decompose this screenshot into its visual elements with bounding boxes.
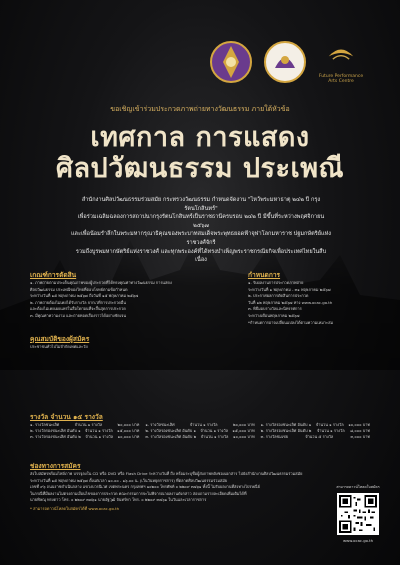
application-line: ส่งใบสมัครพร้อมไฟล์ภาพ บรรจุลงใน CD หรือ DVD หรือ Flash Drive ระหว่างวันที่ ถึง พร้อมระบุชื่อผู้ส่งภาพหลังซองเอกสาร ไปยังสำนักงานศิลปวัฒนธรรมร่วมสมัย	[30, 471, 303, 476]
award-label: ๑. รางวัลรองชนะเลิศ อันดับ ๑	[260, 422, 312, 427]
awards-column	[30, 422, 139, 441]
schedule-item: ๑. รับผลงานการประกวดภาพถ่าย	[248, 280, 304, 285]
intro-line: และเพื่อน้อมรำลึกในพระมหากรุณาธิคุณของพระบาทสมเด็จพระพุทธยอดฟ้าจุฬาโลกมหาราช ปฐมกษัตริย์แห่งราชวงศ์จักรี	[70, 231, 332, 246]
schedule-heading: กำหนดการ	[248, 271, 281, 279]
schedule-item: ระหว่างเดือนพฤษภาคม ๒๕๖๗	[248, 312, 300, 318]
criteria-section	[30, 269, 235, 320]
qualification-text: ประชาชนทั่วไปไม่จำกัดเพศและวัย	[30, 344, 88, 349]
intro-paragraph	[70, 196, 332, 265]
awards-column	[261, 422, 370, 441]
application-line: ระหว่างวันที่ ๑๕ พฤษภาคม ๒๕๖๗ ตั้งแต่เวลา ๑๐.๐๐ - ๑๖.๐๐ น. (เว้นวันหยุดราชการ) ที่ตลาดศิลปวัฒนธรรมร่วมสมัย	[30, 477, 228, 483]
award-label: ๓. รางวัลรองชนะเลิศ อันดับ ๒	[145, 434, 197, 440]
schedule-item: ๒. ประกาศผลการตัดสินการประกวด	[248, 293, 309, 299]
award-row	[261, 434, 370, 440]
award-amount: ๑๐,๐๐๐ บาท	[232, 434, 255, 440]
award-count: จำนวน ๕ รางวัล	[305, 434, 334, 440]
award-label: ๓. รางวัลรองชนะเลิศ อันดับ ๒	[30, 434, 81, 440]
qr-url[interactable]: www.ocac.go.th	[343, 538, 373, 543]
award-label: ๒. รางวัลรองชนะเลิศ อันดับ ๑	[30, 428, 81, 434]
award-amount: ๓,๐๐๐ บาท	[350, 434, 370, 440]
award-row	[30, 434, 139, 440]
qr-code-icon	[339, 495, 377, 533]
criteria-heading: เกณฑ์การตัดสิน	[30, 271, 77, 279]
award-amount: ๑๐,๐๐๐ บาท	[348, 422, 370, 427]
intro-line: สำนักงานศิลปวัฒนธรรมร่วมสมัย กระทรวงวัฒนธรรม กำหนดจัดงาน "ไหว้พระมหาธาตุ ๒๔๒ ปี กรุงรัตนโกสินทร์"	[81, 197, 321, 212]
future-performance-arts-logo	[317, 40, 365, 84]
awards-column	[145, 422, 254, 441]
download-note[interactable]: * สามารถดาวน์โหลดใบสมัครได้ที่ www.ocac.go.th	[30, 505, 120, 511]
application-heading: ช่องทางการสมัคร	[30, 462, 81, 470]
award-label: ๒. รางวัลรองชนะเลิศ อันดับ ๑	[145, 428, 196, 434]
application-line: ในกรณีที่มีผลงานไม่ตรงตามเงื่อนไขของการประกวด คณะกรรมการจะไม่พิจารณาผลงานดังกล่าว สอบถามรายละเอียดเพิ่มเติมได้ที่	[30, 490, 247, 496]
award-count: จำนวน ๑ รางวัล	[85, 428, 113, 434]
criteria-item: ๓. มีคุณค่าความงาม และถ่ายทอดเรื่องราวได้อย่างชัดเจน	[30, 312, 127, 318]
qualification-section	[30, 333, 240, 351]
qualification-heading: คุณสมบัติของผู้สมัคร	[30, 335, 90, 343]
criteria-item: ๒. ภาพถ่ายต้องไม่เคยได้รับรางวัล จากเวทีการประกวดอื่น	[30, 299, 126, 305]
future-performance-arts-logo-icon	[317, 40, 365, 70]
award-count: จำนวน ๑ รางวัล	[200, 434, 229, 440]
award-count: จำนวน ๑ รางวัล	[200, 428, 229, 434]
fine-arts-department-emblem-icon	[209, 40, 253, 84]
invitation-line: ขอเชิญเข้าร่วมประกวดภาพถ่ายทางวัฒนธรรม ภายใต้หัวข้อ	[110, 105, 290, 113]
future-performance-arts-logo-text: Future Performance Arts Centre	[318, 74, 364, 84]
award-count: จำนวน ๑ รางวัล	[189, 422, 218, 427]
award-label: ๑. รางวัลชนะเลิศ	[30, 422, 60, 427]
qr-block	[336, 484, 380, 543]
criteria-item: ศิลปวัฒนธรรม ประเพณีของไทยที่ตอบโจทย์ตามข้อกำหนด	[30, 286, 128, 292]
criteria-item: และต้องไม่เคยเผยแพร่ในสื่อใดก่อนที่จะสิ้นสุดการประกวด	[30, 306, 126, 312]
award-label: ๑. รางวัลชนะเลิศ	[145, 422, 175, 427]
criteria-item: ระหว่างวันที่ ๑๕ พฤษภาคม ๒๕๖๗ ถึงวันที่ ๑๕ พฤษภาคม ๒๕๖๗	[30, 293, 139, 299]
intro-line: รวมถึงบูรพมหากษัตริย์แห่งราชวงศ์ และทุกพระองค์ที่ได้ทรงบำเพ็ญพระราชกรณียกิจเพื่อประเทศไทยในสืบเนื่อง	[75, 248, 327, 264]
award-amount: ๑๐,๐๐๐ บาท	[117, 434, 140, 440]
award-label: ๓. รางวัลชมเชย	[260, 434, 288, 440]
awards-heading: รางวัล จำนวน ๑๕ รางวัล	[30, 413, 103, 421]
award-row	[145, 434, 254, 440]
office-of-contemporary-art-emblem-icon	[263, 40, 307, 84]
application-line: เลขที่ ๙๖ ถนนราชดำเนินกลาง แขวงบวรนิเวศ เขตพระนคร กรุงเทพฯ ๑๐๒๐๐ โทรศัพท์ ๐ ๒๒๐๙ ๓๗๖๑ ทั้งนี้ ไม่รับผลงานที่ส่งทางไปรษณีย์	[30, 484, 260, 490]
logo-row	[209, 40, 365, 84]
schedule-item: วันที่ ๑๒ พฤษภาคม ๒๕๖๗ ทาง www.ocac.go.th	[248, 299, 333, 305]
application-section	[30, 460, 325, 512]
award-amount: ๒๐,๐๐๐ บาท	[232, 422, 255, 427]
application-line: นายพิษณุ ทรงดาว โทร. ๐ ๒๒๐๙ ๓๗๖๑ นายอัฐวุฒิ จันทร์ทา โทร. ๐ ๒๒๐๙ ๓๗๖๑ ในวันและเวลาราชการ	[30, 497, 207, 503]
award-count: จำนวน ๑ รางวัล	[74, 422, 103, 427]
poster-title-line-1: เทศกาล การแสดง	[90, 122, 310, 153]
poster-title-line-2: ศิลปวัฒนธรรม ประเพณี	[55, 153, 345, 184]
schedule-note: *กำหนดการอาจเปลี่ยนแปลงได้ตามความเหมาะสม	[248, 319, 334, 325]
award-count: จำนวน ๑ รางวัล	[316, 428, 345, 434]
awards-grid	[30, 422, 370, 441]
award-label: ๒. รางวัลรองชนะเลิศ อันดับ ๒	[260, 428, 312, 434]
qr-code[interactable]	[337, 493, 379, 535]
award-count: จำนวน ๑ รางวัล	[85, 434, 114, 440]
award-amount: ๘,๐๐๐ บาท	[350, 428, 370, 434]
intro-line: เพื่อร่วมเฉลิมฉลองการสถาปนากรุงรัตนโกสินทร์เป็นราชธานีครบรอบ ๒๔๒ ปี มีขึ้นที่ระหว่างพฤศจิกายน ๒๕๖๗	[77, 214, 325, 229]
award-amount: ๑๕,๐๐๐ บาท	[117, 428, 140, 434]
award-amount: ๑๕,๐๐๐ บาท	[232, 428, 255, 434]
schedule-section	[248, 269, 378, 326]
award-count: จำนวน ๑ รางวัล	[315, 422, 344, 427]
award-amount: ๒๐,๐๐๐ บาท	[117, 422, 140, 427]
awards-section	[30, 411, 370, 441]
criteria-item: ๑. ภาพถ่ายตามประเด็นคุณภาพของผู้ประกวดที่ได้ทรงคุณค่าทางวัฒนธรรม การแสดง	[30, 280, 172, 285]
schedule-item: ๓. พิธีมอบรางวัลและนิทรรศการ	[248, 306, 302, 312]
schedule-item: ระหว่างวันที่ ๑ พฤษภาคม - ๓๑ พฤษภาคม ๒๕๖๗	[248, 286, 331, 292]
qr-caption: สามารถดาวน์โหลดใบสมัคร	[336, 485, 380, 489]
